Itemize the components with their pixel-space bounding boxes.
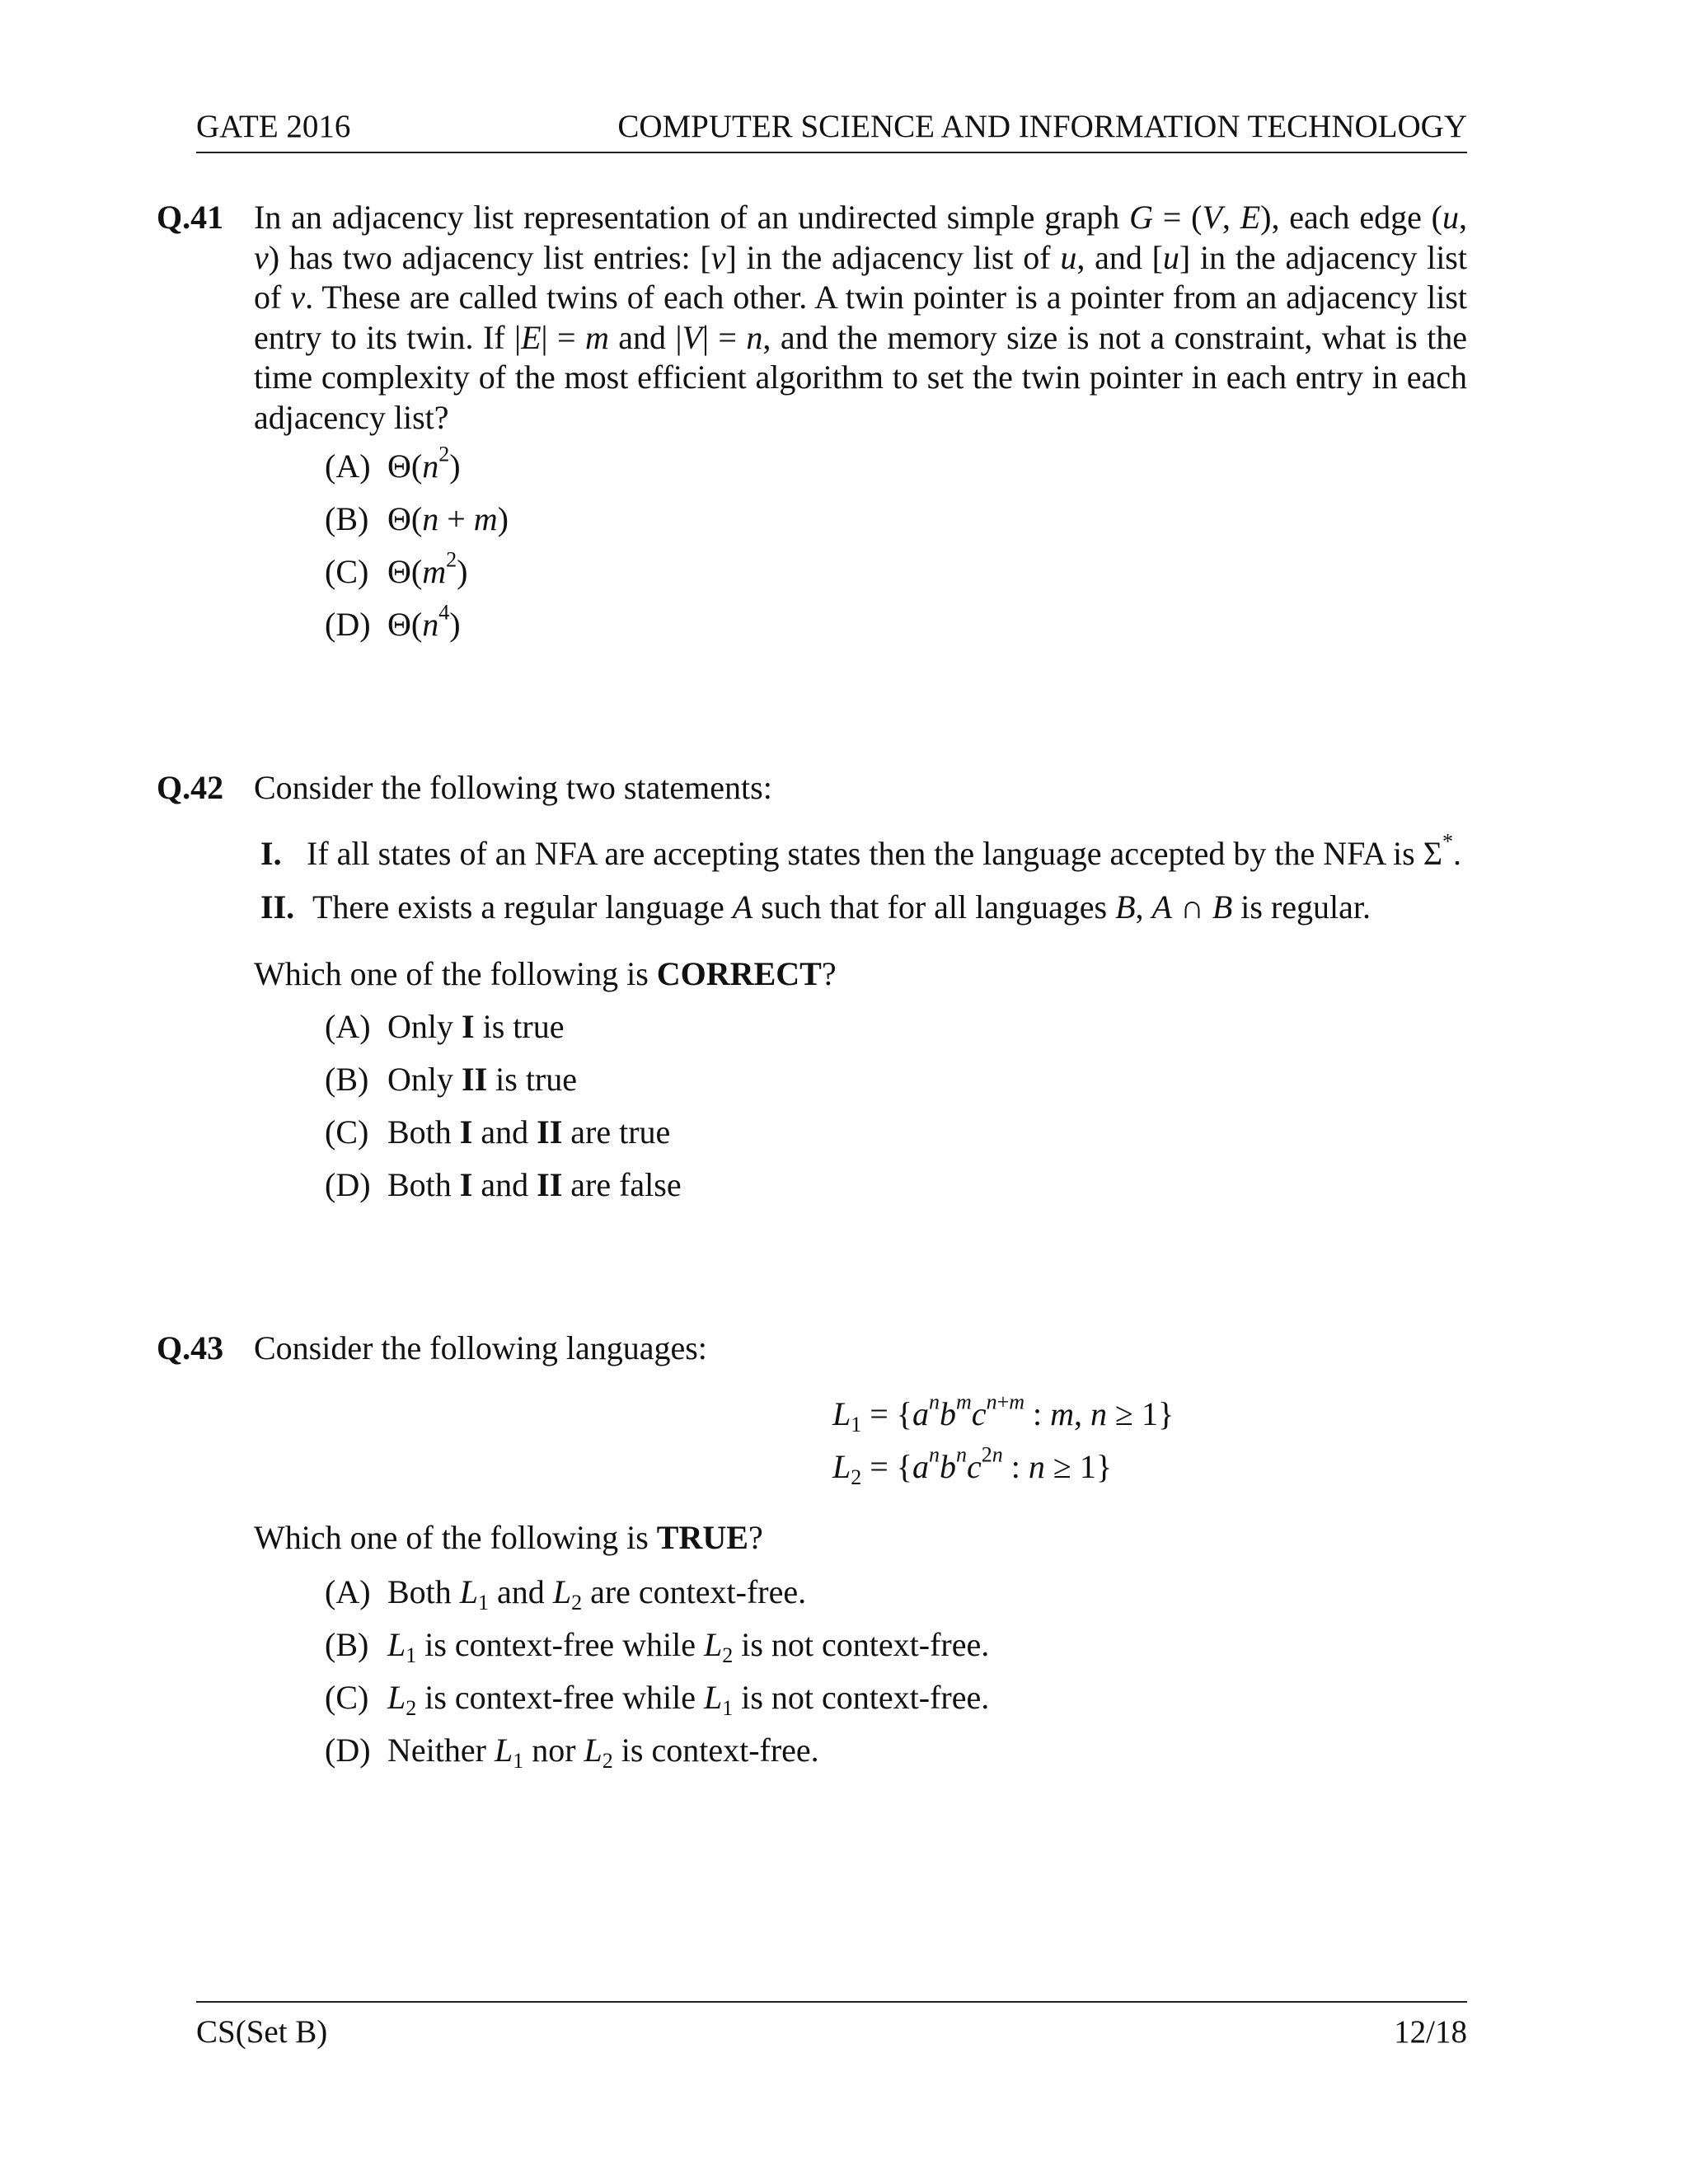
option-d: (D) Neither $L_1$ nor $L_2$ is context-free. <box>325 1732 819 1773</box>
question-number: Q.43 <box>157 1329 224 1366</box>
equation-l2: $L_2 = \{a^nb^nc^{2n}$ : n ≥ 1} <box>832 1442 1113 1489</box>
option-b: (B) $L_1$ is context-free while $L_2$ is not context-free. <box>325 1626 990 1667</box>
option-d: (D) Both I and II are false <box>325 1166 682 1203</box>
options <box>325 1572 989 1783</box>
options <box>325 442 509 658</box>
page-header <box>196 109 1467 153</box>
option-c: (C) $\Theta(m^2)$ <box>325 547 468 590</box>
option-a: (A) $\Theta(n^2)$ <box>325 442 461 485</box>
page-footer <box>196 2001 1467 2050</box>
question-prompt: Which one of the following is TRUE? <box>254 1519 763 1556</box>
option-b: (B) Θ(n + m) <box>325 500 509 537</box>
exam-title: GATE 2016 <box>196 109 351 144</box>
question-intro: Consider the following languages: <box>254 1329 707 1366</box>
question-number: Q.41 <box>157 199 224 236</box>
language-definitions <box>832 1390 1175 1500</box>
question-text: In an adjacency list representation of an undirected simple graph G = (V, E), each edge (u, v) has two adjacency list entries: [v] in the adjacency list of u, and [u] in the adjacency list of v. These are called twins of each other. A twin pointer is a pointer from an adjacency list entry to its twin. If |E| = m and |V| = n, and the memory size is not a constraint, what is the time complexity of the most efficient algorithm to set the twin pointer in each entry in each adjacency list? <box>254 199 1468 436</box>
options <box>325 1007 682 1218</box>
question-intro: Consider the following two statements: <box>254 769 772 806</box>
option-d: (D) $\Theta(n^4)$ <box>325 600 461 643</box>
option-b: (B) Only II is true <box>325 1061 578 1098</box>
subject-title: COMPUTER SCIENCE AND INFORMATION TECHNOLOGY <box>617 109 1467 144</box>
statement-2: II. There exists a regular language A such that for all languages B, A ∩ B is regular. <box>260 888 1372 926</box>
option-a: (A) Only I is true <box>325 1008 565 1045</box>
statement-1: I. If all states of an NFA are accepting states then the language accepted by the NFA is Σ*. <box>260 829 1462 872</box>
option-a: (A) Both $L_1$ and $L_2$ are context-free. <box>325 1573 807 1615</box>
question-number: Q.42 <box>157 769 224 806</box>
page-number: 12/18 <box>1394 2014 1467 2050</box>
option-c: (C) Both I and II are true <box>325 1113 671 1151</box>
question-prompt: Which one of the following is CORRECT? <box>254 955 837 992</box>
paper-code: CS(Set B) <box>196 2014 328 2050</box>
option-c: (C) $L_2$ is context-free while $L_1$ is not context-free. <box>325 1679 990 1720</box>
equation-l1: $L_1 = \{a^nb^mc^{n+m}$ : m, n ≥ 1} <box>832 1390 1175 1436</box>
